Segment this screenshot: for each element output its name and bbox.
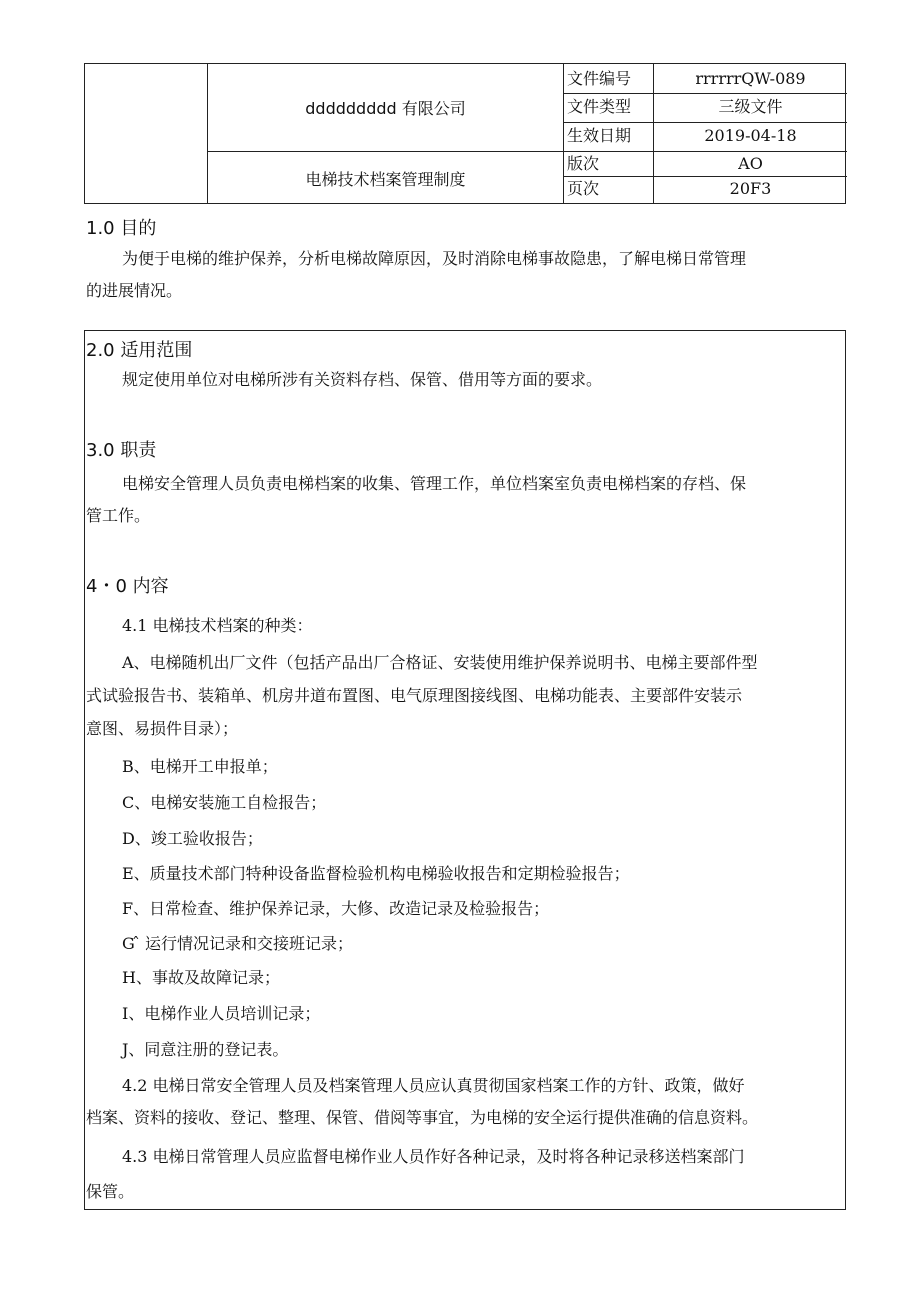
list-item: G ̂ 运行情况记录和交接班记录； xyxy=(122,934,353,953)
paragraph-line: 电梯安全管理人员负责电梯档案的收集、管理工作，单位档案室负责电梯档案的存档、保 xyxy=(122,474,747,493)
file-number-label: 文件编号 xyxy=(567,69,632,88)
list-item: F、日常检查、维护保养记录，大修、改造记录及检验报告； xyxy=(122,899,550,918)
page-label: 页次 xyxy=(567,179,600,198)
company-name: ddddddddd 有限公司 xyxy=(305,99,466,118)
list-item: I、电梯作业人员培训记录； xyxy=(122,1004,321,1023)
list-item: D、竣工验收报告； xyxy=(122,829,263,848)
page-value: 20F3 xyxy=(729,179,772,198)
clause-4-1: 4.1 电梯技术档案的种类： xyxy=(122,616,313,635)
clause-4-2: 4.2 电梯日常安全管理人员及档案管理人员应认真贯彻国家档案工作的方针、政策，做好 xyxy=(122,1076,745,1095)
paragraph-line: 管工作。 xyxy=(86,506,151,525)
list-item: J、同意注册的登记表。 xyxy=(122,1040,289,1059)
divider xyxy=(563,176,847,177)
effective-date-value: 2019-04-18 xyxy=(704,126,797,145)
paragraph-line: 为便于电梯的维护保养，分析电梯故障原因，及时消除电梯事故隐患，了解电梯日常管理 xyxy=(122,249,747,268)
list-item-continued: 式试验报告书、装箱单、机房井道布置图、电气原理图接线图、电梯功能表、主要部件安装示 xyxy=(86,686,743,705)
file-type-value: 三级文件 xyxy=(718,97,783,116)
divider xyxy=(563,93,847,94)
file-type-label: 文件类型 xyxy=(567,97,632,116)
paragraph-line: 规定使用单位对电梯所涉有关资料存档、保管、借用等方面的要求。 xyxy=(122,370,603,389)
section-heading-content: 4・0 内容 xyxy=(86,576,169,597)
revision-label: 版次 xyxy=(567,154,600,173)
list-item: C、电梯安装施工自检报告； xyxy=(122,793,327,812)
clause-4-3-continued: 保管。 xyxy=(86,1182,135,1201)
list-item: E、质量技术部门特种设备监督检验机构电梯验收报告和定期检验报告； xyxy=(122,864,630,883)
list-item: B、电梯开工申报单； xyxy=(122,757,278,776)
effective-date-label: 生效日期 xyxy=(567,126,632,145)
section-heading-duty: 3.0 职责 xyxy=(86,440,157,461)
section-heading-purpose: 1.0 目的 xyxy=(86,218,157,239)
document-header-table xyxy=(84,63,846,204)
paragraph-line: 的进展情况。 xyxy=(86,281,183,300)
divider xyxy=(207,151,563,152)
clause-4-2-continued: 档案、资料的接收、登记、整理、保管、借阅等事宜，为电梯的安全运行提供准确的信息资料。 xyxy=(86,1108,759,1127)
document-title: 电梯技术档案管理制度 xyxy=(305,170,466,189)
list-item-continued: 意图、易损件目录）； xyxy=(86,719,239,738)
revision-value: AO xyxy=(738,154,763,173)
list-item: H、事故及故障记录； xyxy=(122,968,280,987)
file-number-value: rrrrrrQW-089 xyxy=(695,69,806,88)
clause-4-3: 4.3 电梯日常管理人员应监督电梯作业人员作好各种记录，及时将各种记录移送档案部门 xyxy=(122,1147,745,1166)
section-heading-scope: 2.0 适用范围 xyxy=(86,340,193,361)
list-item: A、电梯随机出厂文件（包括产品出厂合格证、安装使用维护保养说明书、电梯主要部件型 xyxy=(122,653,758,672)
divider xyxy=(563,151,847,152)
divider xyxy=(563,122,847,123)
divider xyxy=(563,64,564,203)
